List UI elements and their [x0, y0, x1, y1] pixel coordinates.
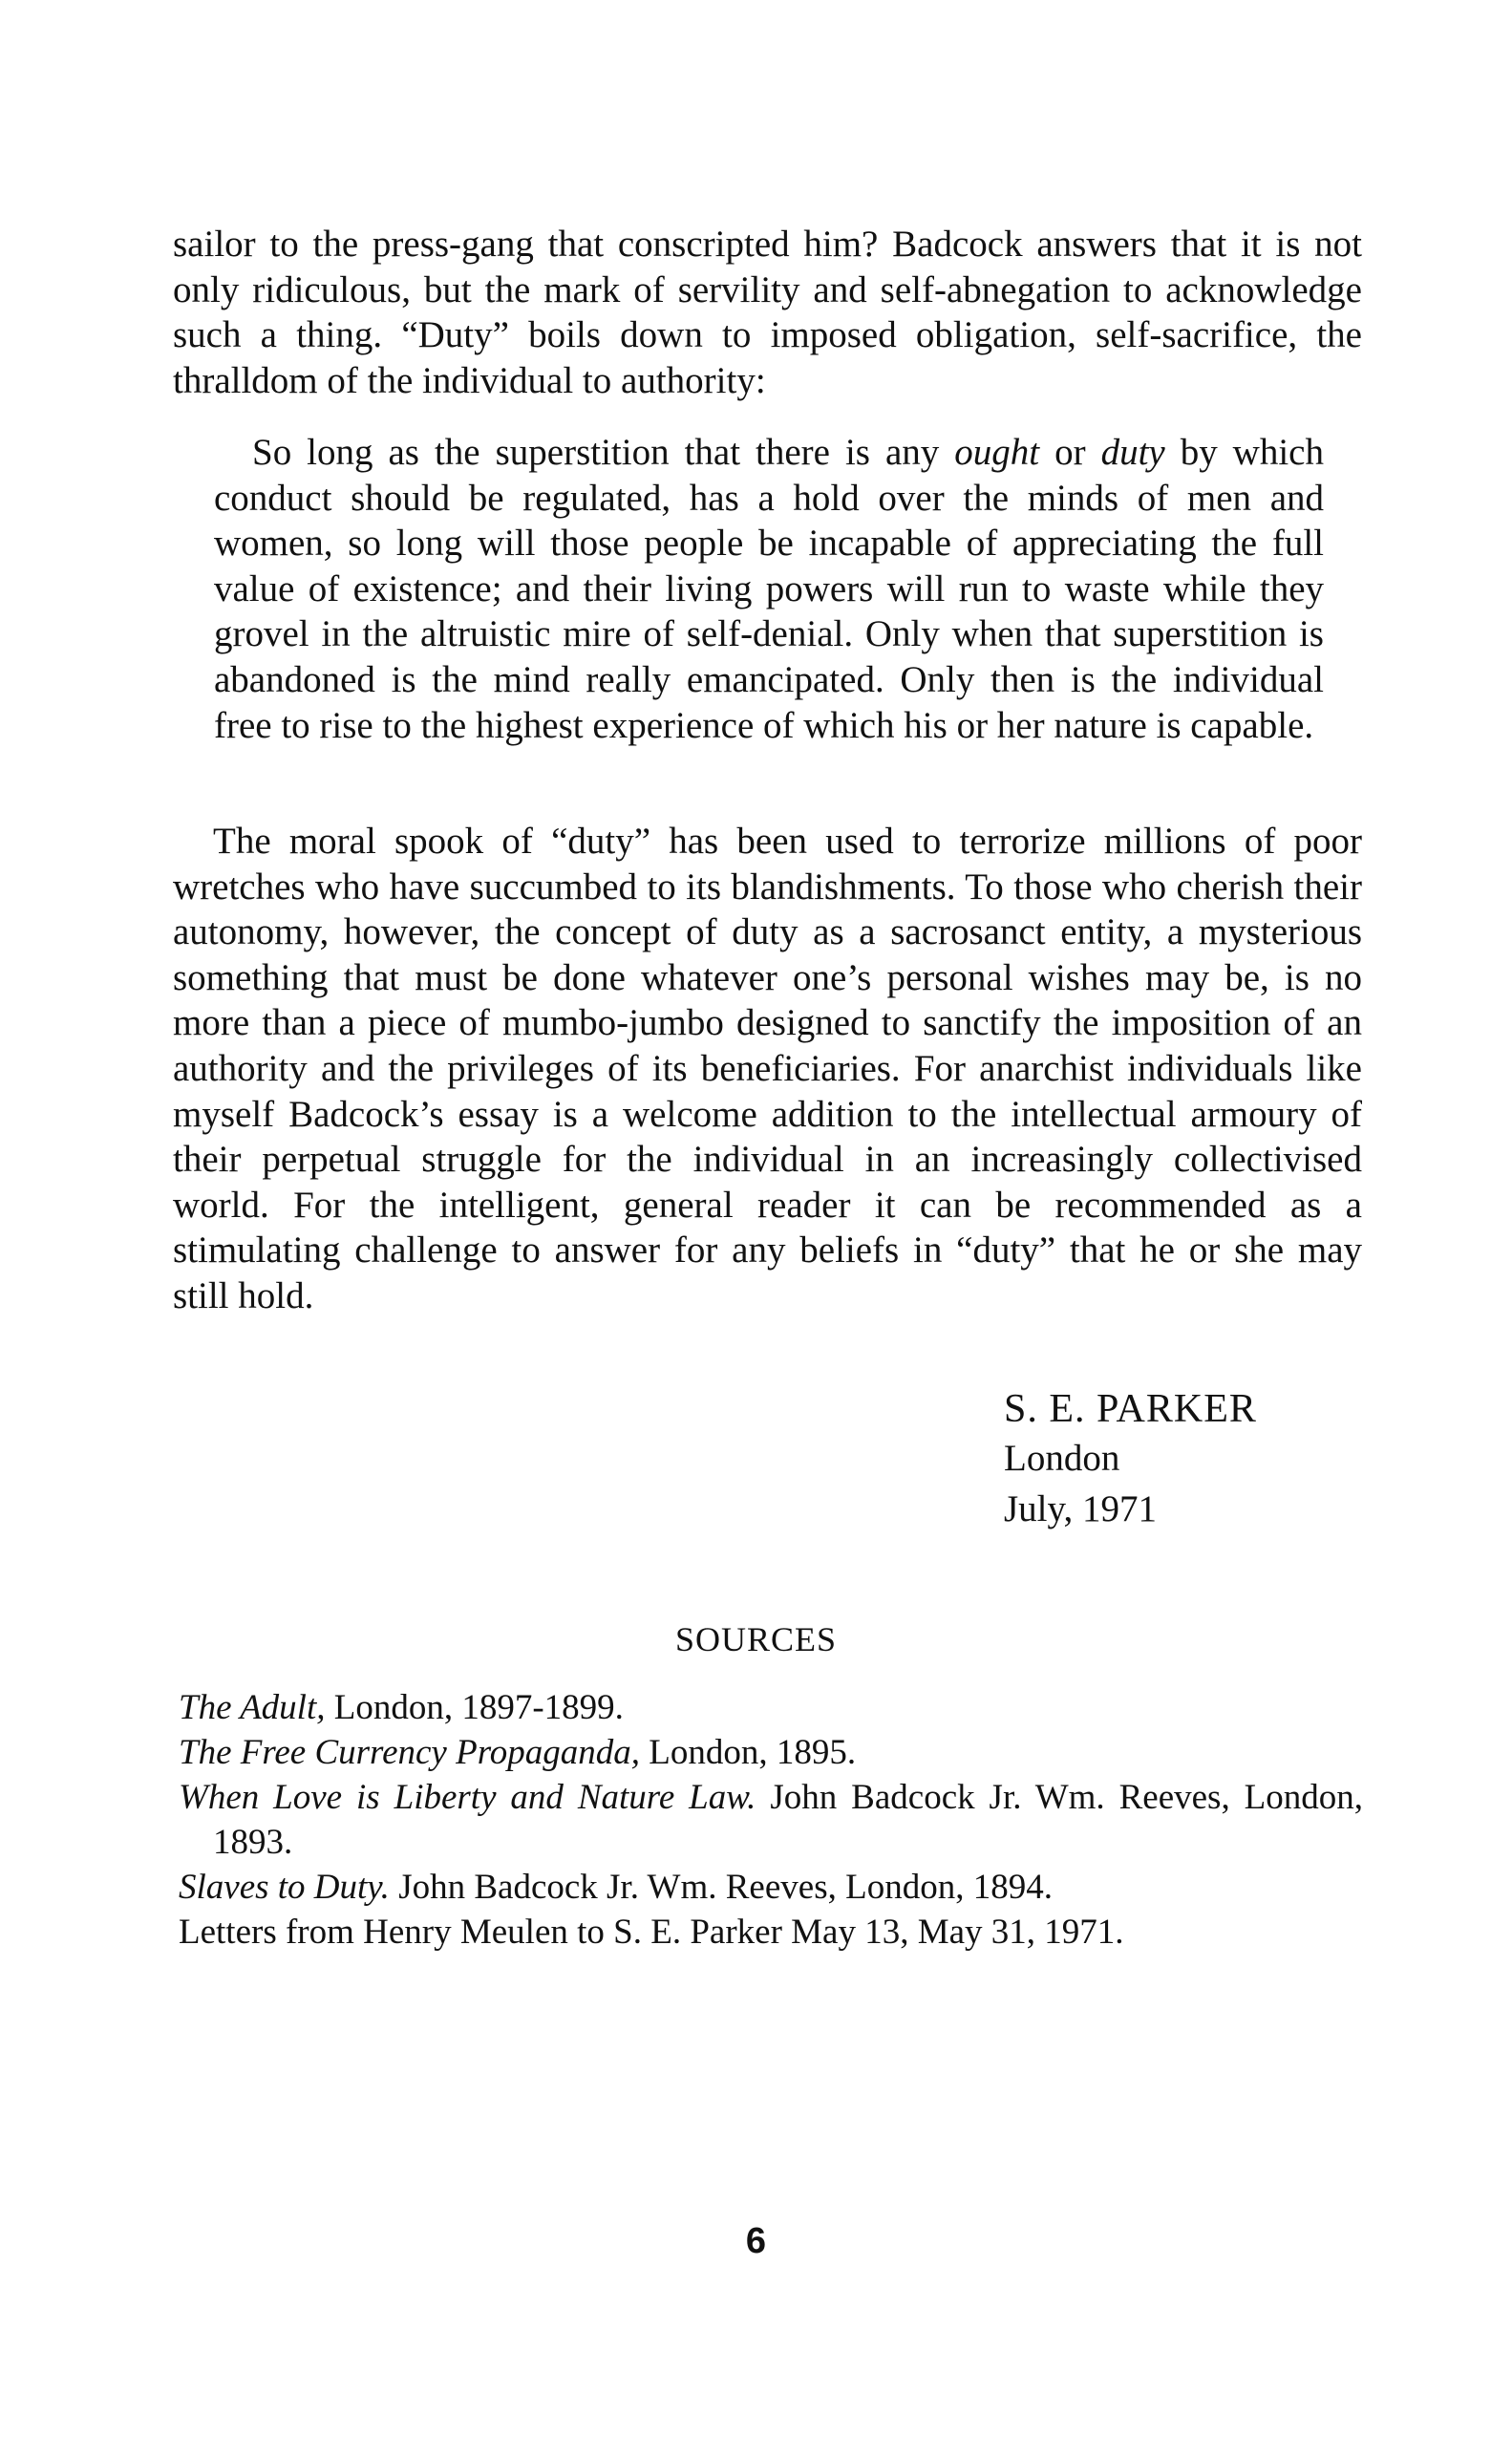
paragraph-main: The moral spook of “duty” has been used to terrorize millions of poor wretches who have succumbed to its blandishments. To those who cherish their autonomy, however, the concept of duty as a sacrosanct entity, a mysterious something that must be done whatever one’s personal wishes may be, is no more than a piece of mumbo-jumbo designed to sanctify the imposition of an authority and the privileges of its beneficiaries. For anarchist individuals like myself Badcock’s essay is a welcome addition to the intellectual armoury of their perpetual struggle for the individual in an increasingly collectivised world. For the intelligent, general reader it can be recommended as a stimulating challenge to answer for any beliefs in “duty” that he or she may still hold.: [173, 821, 1362, 1316]
source-item: [179, 1775, 1363, 1865]
source-item: [179, 1730, 1363, 1775]
source-title: The Adult,: [179, 1688, 326, 1727]
source-title: When Love is Liberty and Nature Law.: [179, 1778, 756, 1817]
source-details: John Badcock Jr. Wm. Reeves, London, 1893.: [213, 1778, 1363, 1862]
quote-text-2: or: [1039, 432, 1101, 473]
signature-date: July, 1971: [1004, 1488, 1157, 1529]
source-item: [179, 1685, 1363, 1730]
source-details: London, 1897-1899.: [325, 1688, 624, 1727]
source-title: Slaves to Duty.: [179, 1868, 390, 1907]
source-item: [179, 1865, 1363, 1910]
source-details: John Badcock Jr. Wm. Reeves, London, 1894.: [389, 1868, 1053, 1907]
quote-text-1: So long as the superstition that there is any: [252, 432, 955, 473]
source-item: [179, 1910, 1363, 1955]
page-number: 6: [745, 2221, 767, 2261]
block-quote: [214, 430, 1324, 748]
signature-city: London: [1004, 1438, 1120, 1479]
source-title: The Free Currency Propaganda,: [179, 1733, 640, 1772]
quote-italic-ought: ought: [954, 432, 1040, 473]
quote-text-3: by which conduct should be regulated, has a hold over the minds of men and women, so long will those people be incapable of appreciating the full value of existence; and their living powers will run to waste while they grovel in the altruistic mire of self-denial. Only when that superstition is abandoned is the mind really emancipated. Only then is the individual free to rise to the highest experience of which his or her nature is capable.: [214, 432, 1324, 746]
source-details: Letters from Henry Meulen to S. E. Parker May 13, May 31, 1971.: [179, 1913, 1124, 1952]
sources-heading: SOURCES: [674, 1620, 838, 1658]
quote-italic-duty: duty: [1100, 432, 1165, 473]
paragraph-intro: sailor to the press-gang that conscripted him? Badcock answers that it is not only ridiculous, but the mark of servility and self-abnegation to acknowledge such a thing. “Duty” boils down to imposed obligation, self-sacrifice, the thralldom of the individual to authority:: [173, 224, 1362, 401]
source-details: London, 1895.: [639, 1733, 857, 1772]
signature-name: S. E. PARKER: [1004, 1387, 1257, 1431]
sources-list: [179, 1685, 1363, 1955]
